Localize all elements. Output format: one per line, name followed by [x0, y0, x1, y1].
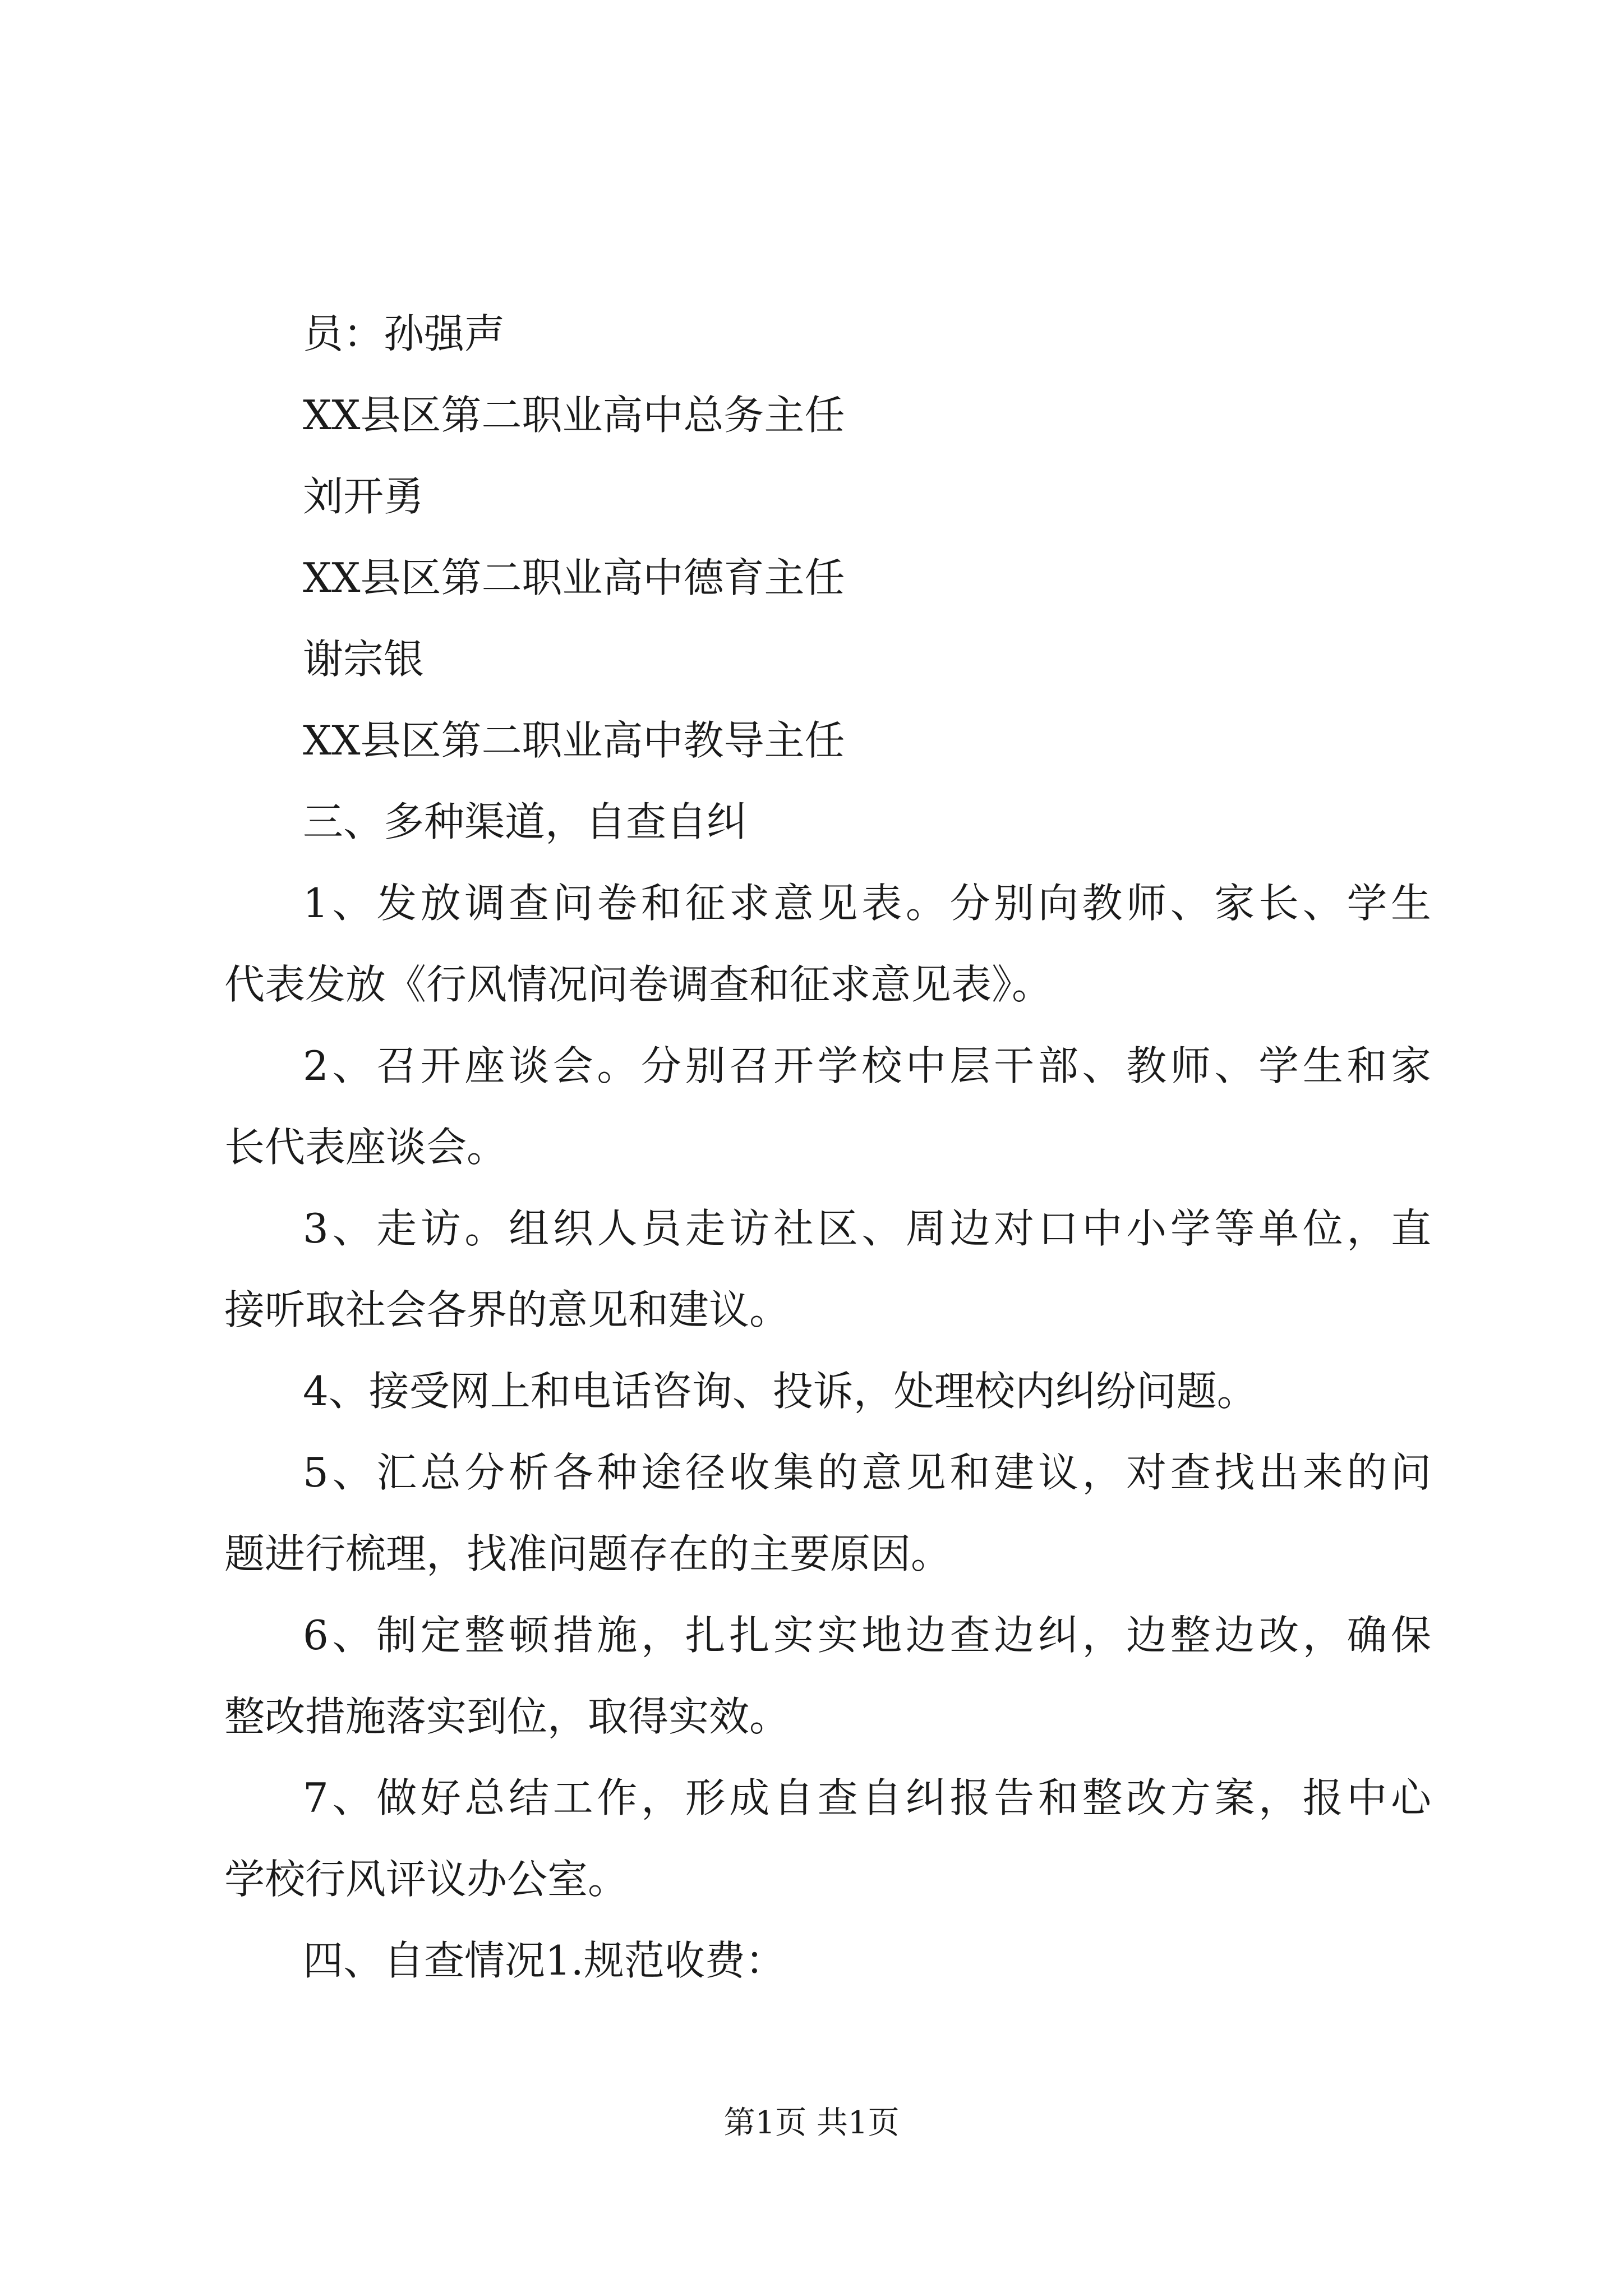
item-2-line-1: 2、召开座谈会。分别召开学校中层干部、教师、学生和家 [303, 1042, 1431, 1089]
staff-line-member: 员：孙强声 [303, 310, 505, 357]
item-3-line-1: 3、走访。组织人员走访社区、周边对口中小学等单位，直 [303, 1205, 1431, 1252]
section-3-heading: 三、多种渠道，自查自纠 [303, 798, 748, 845]
item-3-line-2: 接听取社会各界的意见和建议。 [224, 1286, 790, 1333]
staff-line-name-liu: 刘开勇 [303, 473, 425, 520]
staff-line-title-teaching: XX县区第二职业高中教导主任 [303, 717, 845, 764]
page-footer: 第1页 共1页 [723, 2105, 900, 2141]
section-4-heading: 四、自查情况1.规范收费： [303, 1937, 786, 1984]
item-1-line-1: 1、发放调查问卷和征求意见表。分别向教师、家长、学生 [303, 880, 1431, 927]
item-5-line-1: 5、汇总分析各种途径收集的意见和建议，对查找出来的问 [303, 1449, 1431, 1496]
item-7-line-2: 学校行风评议办公室。 [224, 1856, 629, 1903]
item-2-line-2: 长代表座谈会。 [224, 1124, 508, 1171]
item-6-line-2: 整改措施落实到位，取得实效。 [224, 1693, 790, 1740]
item-5-line-2: 题进行梳理，找准问题存在的主要原因。 [224, 1530, 952, 1577]
item-4-line-1: 4、接受网上和电话咨询、投诉，处理校内纠纷问题。 [303, 1368, 1257, 1415]
staff-line-title-moral: XX县区第二职业高中德育主任 [303, 554, 845, 601]
staff-line-name-xie: 谢宗银 [303, 636, 425, 683]
item-1-line-2: 代表发放《行风情况问卷调查和征求意见表》。 [224, 961, 1053, 1008]
staff-line-title-logistics: XX县区第二职业高中总务主任 [303, 392, 845, 439]
item-6-line-1: 6、制定整顿措施，扎扎实实地边查边纠，边整边改，确保 [303, 1612, 1431, 1659]
item-7-line-1: 7、做好总结工作，形成自查自纠报告和整改方案，报中心 [303, 1774, 1431, 1821]
